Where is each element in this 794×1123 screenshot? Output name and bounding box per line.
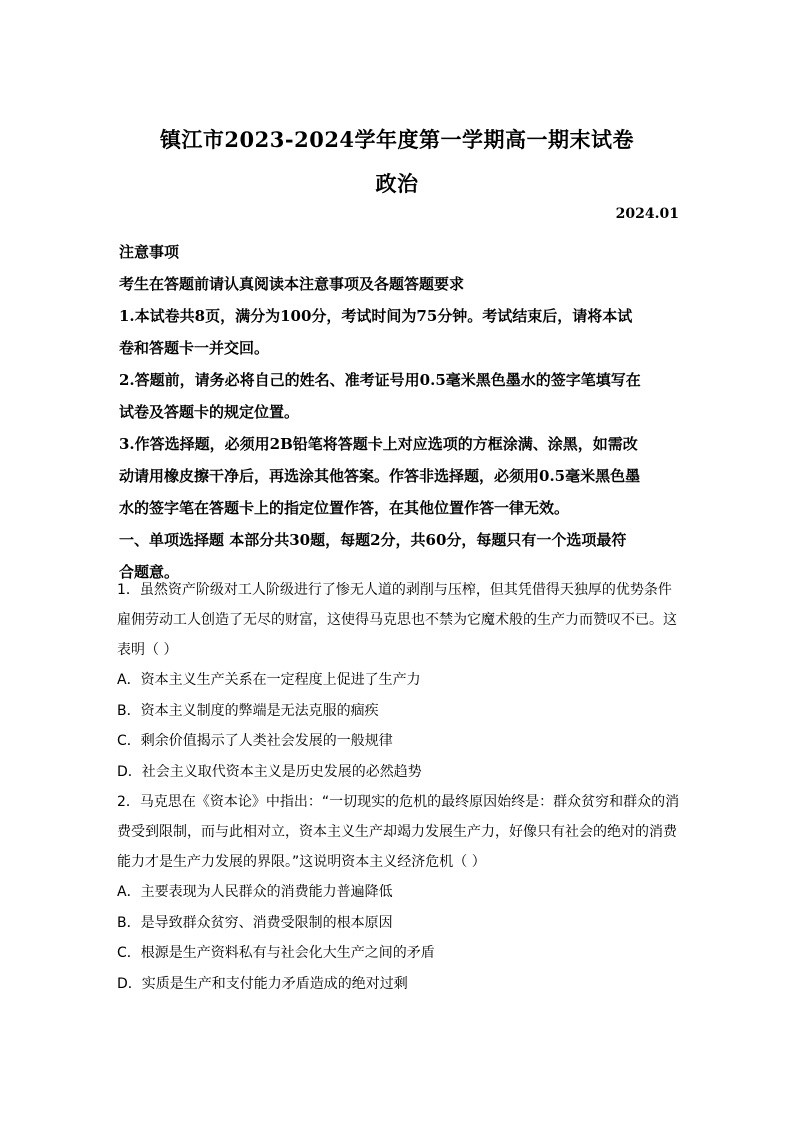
question-stem-line: 1．虽然资产阶级对工人阶级进行了惨无人道的剥削与压榨，但其凭借得天独厚的优势条件 — [117, 582, 672, 598]
notice-item-2-line-1: 2.答题前，请务必将自己的姓名、准考证号用0.5毫米黑色墨水的签字笔填写在 — [119, 371, 641, 389]
notice-item-2-line-2: 试卷及答题卡的规定位置。 — [119, 403, 300, 421]
subject-title: 政治 — [375, 171, 419, 196]
notice-item-1-line-1: 1.本试卷共8页，满分为100分，考试时间为75分钟。考试结束后，请将本试 — [119, 307, 633, 325]
exam-date: 2024.01 — [615, 206, 679, 222]
question-2 — [117, 787, 682, 999]
notice-section — [119, 236, 679, 588]
option-b: B．是导致群众贫穷、消费受限制的根本原因 — [117, 914, 393, 931]
section-heading-line-2: 合题意。 — [119, 563, 180, 581]
option-a: A．资本主义生产关系在一定程度上促进了生产力 — [117, 672, 421, 688]
question-stem-line: 表明（ ） — [117, 642, 178, 658]
question-stem-line: 费受到限制，而与此相对立，资本主义生产却竭力发展生产力，好像只有社会的绝对的消费 — [117, 824, 677, 840]
question-stem-line: 2．马克思在《资本论》中指出：“一切现实的危机的最终原因始终是：群众贫穷和群众的消 — [117, 794, 680, 810]
notice-intro: 考生在答题前请认真阅读本注意事项及各题答题要求 — [119, 275, 465, 293]
notice-item-3-line-1: 3.作答选择题，必须用2B铅笔将答题卡上对应选项的方框涂满、涂黑，如需改 — [119, 435, 638, 453]
notice-item-3-line-2: 动请用橡皮擦干净后，再选涂其他答案。作答非选择题，必须用0.5毫米黑色墨 — [119, 467, 641, 485]
exam-title: 镇江市2023-2024学年度第一学期高一期末试卷 — [159, 127, 635, 152]
question-1 — [117, 575, 682, 787]
notice-item-3-line-3: 水的签字笔在答题卡上的指定位置作答，在其他位置作答一律无效。 — [119, 499, 570, 517]
option-b: B．资本主义制度的弊端是无法克服的痼疾 — [117, 702, 379, 719]
section-heading-line-1: 一、单项选择题 本部分共30题，每题2分，共60分，每题只有一个选项最符 — [119, 531, 627, 549]
notice-item-1-line-2: 卷和答题卡一并交回。 — [119, 339, 270, 357]
option-c: C．根源是生产资料私有与社会化大生产之间的矛盾 — [117, 945, 435, 961]
question-stem-line: 能力才是生产力发展的界限。”这说明资本主义经济危机（ ） — [117, 854, 486, 870]
option-c: C．剩余价值揭示了人类社会发展的一般规律 — [117, 733, 393, 749]
question-stem-line: 雇佣劳动工人创造了无尽的财富，这使得马克思也不禁为它魔术般的生产力而赞叹不已。这 — [117, 612, 677, 628]
option-d: D．实质是生产和支付能力矛盾造成的绝对过剩 — [117, 975, 408, 992]
notice-heading: 注意事项 — [119, 243, 180, 261]
option-d: D．社会主义取代资本主义是历史发展的必然趋势 — [117, 763, 422, 780]
option-a: A．主要表现为人民群众的消费能力普遍降低 — [117, 884, 393, 900]
questions-list — [117, 575, 682, 999]
